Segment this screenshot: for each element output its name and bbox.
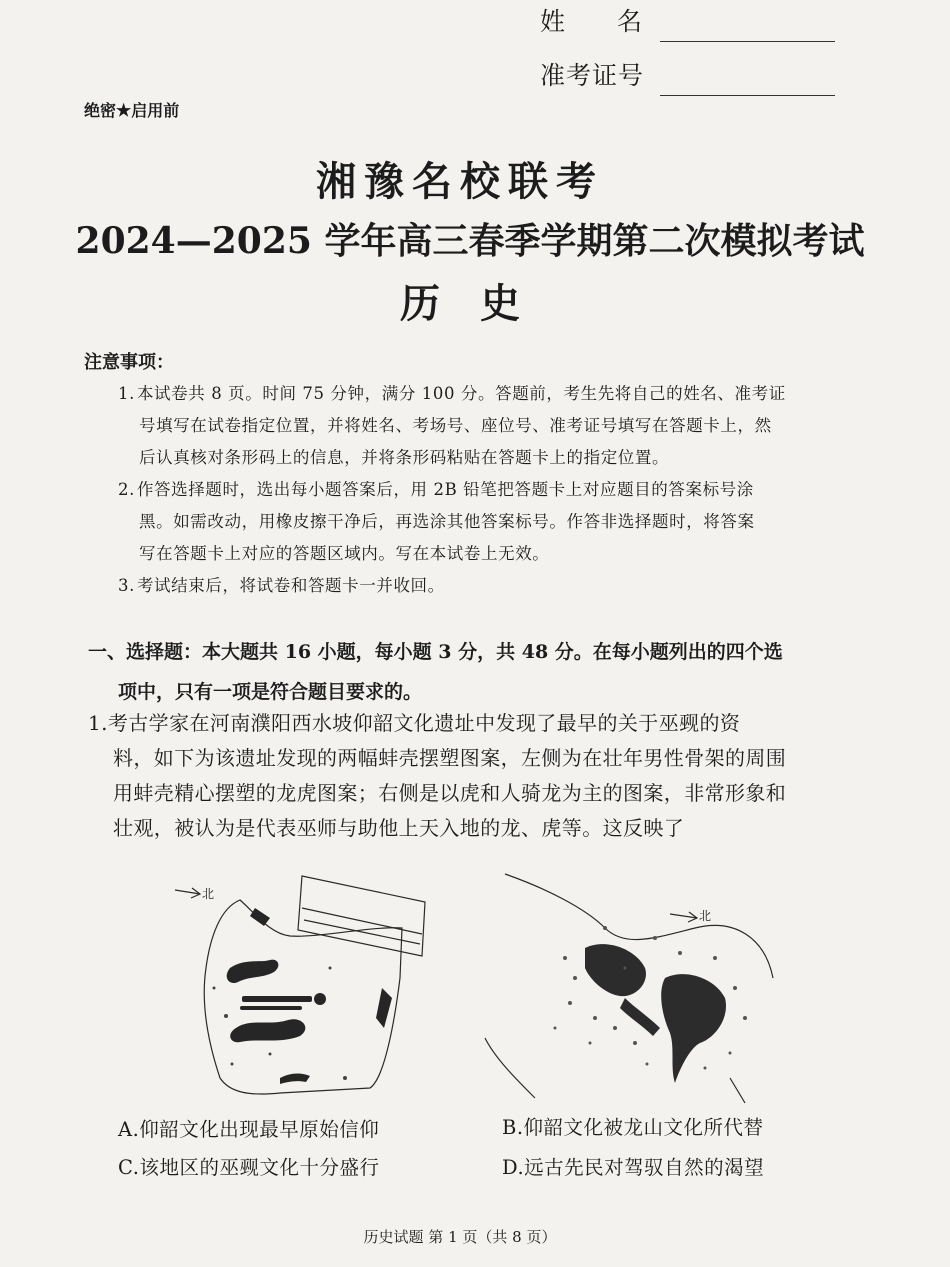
burial-dragon-tiger-figure xyxy=(170,868,435,1108)
section-heading: 一、选择题：本大题共 16 小题，每小题 3 分，共 48 分。在每小题列出的四个选 项中，只有一项是符合题目要求的。 xyxy=(88,641,783,703)
exam-number-label: 准考证号 xyxy=(540,61,645,90)
subject-title: 历史 xyxy=(400,280,560,327)
question-1-stem: 1.考古学家在河南濮阳西水坡仰韶文化遗址中发现了最早的关于巫觋的资 料，如下为该遗址发现的两幅蚌壳摆塑图案，左侧为在壮年男性骨架的周围 用蚌壳精心摆塑的龙虎图案；右侧是以虎和人骑龙为主的图案，非常形象和 壮观，被认为是代表巫师与助他上天入地的龙、虎等。这反映了 xyxy=(88,711,787,840)
option-d[interactable]: D.远古先民对驾驭自然的渴望 xyxy=(502,1156,765,1179)
notice-item-3: 3. 考试结束后，将试卷和答题卡一并收回。 xyxy=(118,576,445,595)
exam-org-title: 湘豫名校联考 xyxy=(316,158,604,205)
page-footer: 历史试题 第 1 页（共 8 页） xyxy=(363,1228,557,1246)
exam-number-field xyxy=(540,56,644,92)
notice-item-1: 1. 本试卷共 8 页。时间 75 分钟，满分 100 分。答题前，考生先将自己的姓名、准考证 号填写在试卷指定位置，并将姓名、考场号、座位号、准考证号填写在答题卡上，然 后认真核对条形码上的信息，并将条形码粘贴在答题卡上的指定位置。 xyxy=(118,384,786,467)
name-blank-line xyxy=(660,41,835,42)
option-a[interactable]: A.仰韶文化出现最早原始信仰 xyxy=(118,1118,380,1141)
exam-name-title: 2024—2025 学年高三春季学期第二次模拟考试 xyxy=(75,220,865,262)
star-icon: ★ xyxy=(116,101,132,121)
exam-number-blank-line xyxy=(660,95,835,96)
name-label: 姓名 xyxy=(540,7,695,36)
confidential-mark: 绝密★启用前 xyxy=(84,101,180,121)
north-label-right: 北 xyxy=(699,909,712,923)
notice-heading: 注意事项： xyxy=(84,352,174,373)
name-field xyxy=(540,2,694,38)
north-label-left: 北 xyxy=(202,887,215,901)
dragon-tiger-riding-figure xyxy=(475,868,780,1108)
notice-item-2: 2. 作答选择题时，选出每小题答案后，用 2B 铅笔把答题卡上对应题目的答案标号涂 黑。如需改动，用橡皮擦干净后，再选涂其他答案标号。作答非选择题时，将答案 写在答题卡上对应的答题区域内。写在本试卷上无效。 xyxy=(118,480,755,563)
option-b[interactable]: B.仰韶文化被龙山文化所代替 xyxy=(502,1116,764,1139)
option-c[interactable]: C.该地区的巫觋文化十分盛行 xyxy=(118,1156,380,1179)
